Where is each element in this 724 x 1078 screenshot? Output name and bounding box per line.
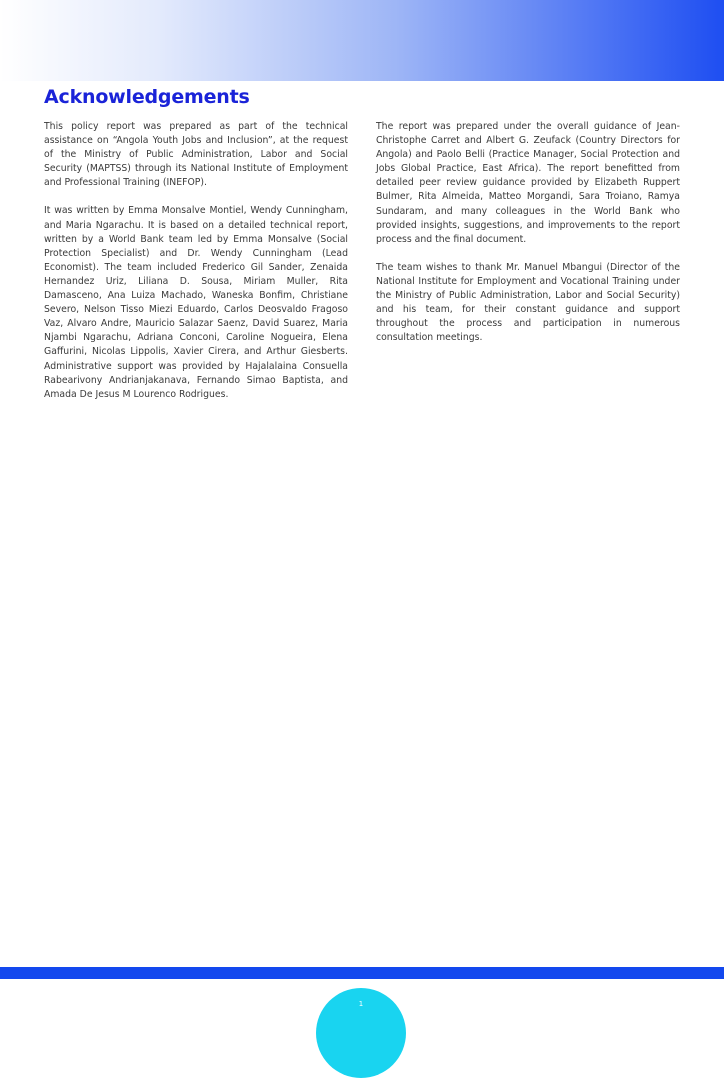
paragraph-report-purpose: This policy report was prepared as part of the technical assistance on “Angola Youth Jobs and Inclusion”, at the request of the Ministry of Public Administration, Labor and Social Security (MAPTSS) through its National Institute of Employment and Professional Training (INEFOP). (44, 121, 348, 189)
paragraph-thanks: The team wishes to thank Mr. Manuel Mbangui (Director of the National Institute for Employment and Vocational Training under the Ministry of Public Administration, Labor and Social Security) and his team, for their constant guidance and support throughout the process and participation in numerous consultation meetings. (376, 261, 680, 344)
paragraph-authors-team: It was written by Emma Monsalve Montiel, Wendy Cunningham, and Maria Ngarachu. It is based on a detailed technical report, written by a World Bank team led by Emma Monsalve (Social Protection Specialist) and Dr. Wendy Cunningham (Lead Economist). The team included Frederico Gil Sander, Zenaida Hernandez Uriz, Liliana D. Sousa, Miriam Muller, Rita Damasceno, Ana Luiza Machado, Waneska Bonfim, Christiane Severo, Nelson Tisso Miezi Eduardo, Carlos Deosvaldo Fragoso Vaz, Alvaro Andre, Mauricio Salazar Saenz, David Suarez, Maria Njambi Ngarachu, Adriana Conconi, Caroline Nogueira, Elena Gaffurini, Nicolas Lippolis, Xavier Cirera, and Arthur Giesberts. Administrative support was provided by Hajalalaina Consuella Rabearivony Andrianjakanava, Fernando Simao Baptista, and Amada De Jesus M Lourenco Rodrigues. (44, 205, 348, 400)
page-number: 1 (358, 1000, 364, 1008)
header-gradient-band (0, 0, 724, 81)
right-column (376, 120, 680, 359)
paragraph-guidance-review: The report was prepared under the overall guidance of Jean-Christophe Carret and Albert G. Zeufack (Country Directors for Angola) and Paolo Belli (Practice Manager, Social Protection and Jobs Global Practice, East Africa). The report benefitted from detailed peer review guidance provided by Elizabeth Ruppert Bulmer, Rita Almeida, Matteo Morgandi, Sara Troiano, Ramya Sundaram, and many colleagues in the World Bank who provided insights, suggestions, and improvements to the report process and the final document. (376, 121, 680, 245)
page-title: Acknowledgements (44, 86, 250, 108)
footer-bar (0, 967, 724, 979)
left-column (44, 120, 348, 416)
